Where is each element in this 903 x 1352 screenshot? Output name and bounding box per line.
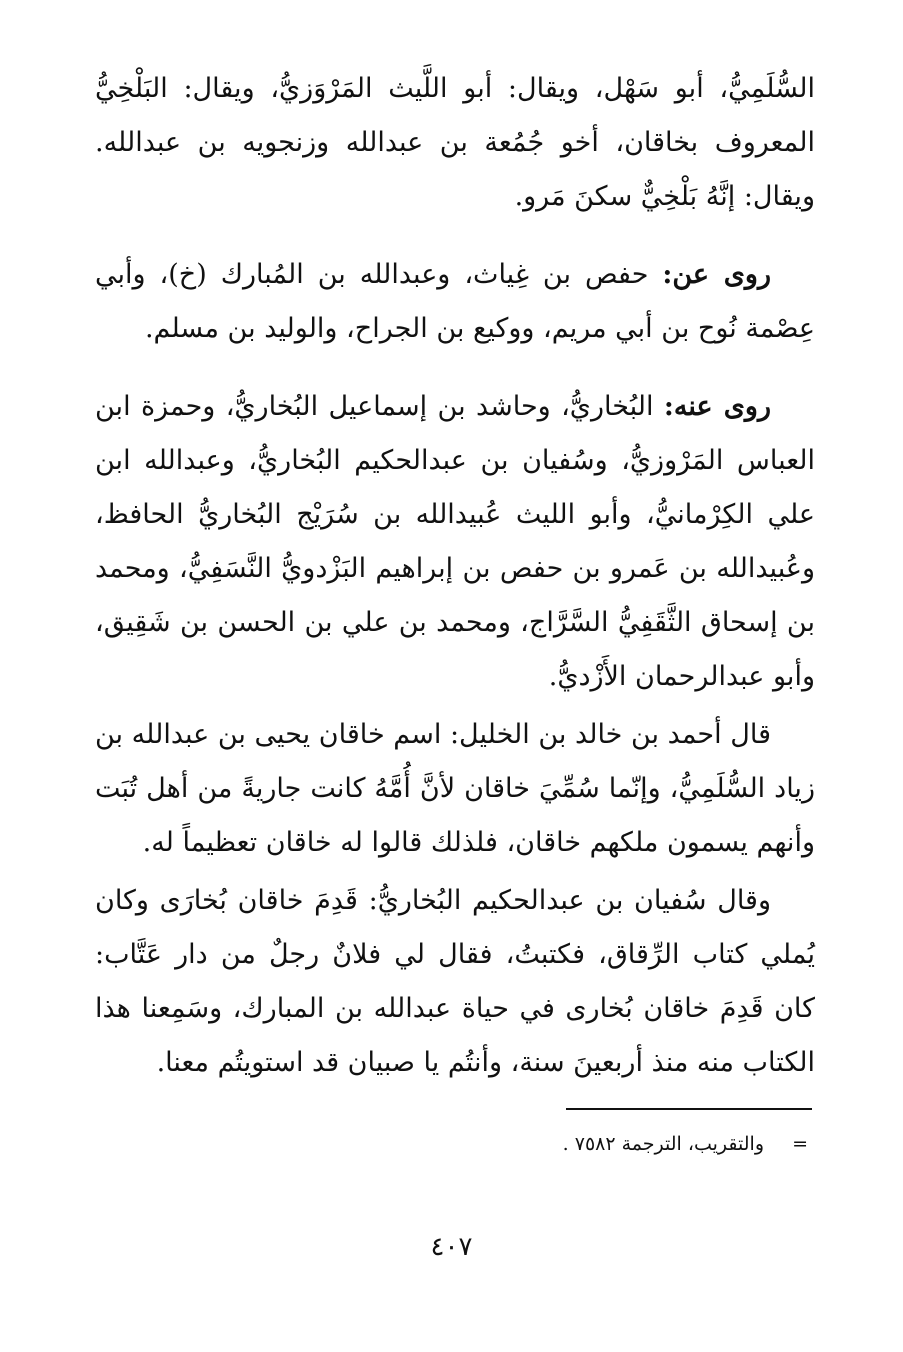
footnote-divider xyxy=(566,1108,812,1110)
footnote-continuation-marker: = xyxy=(792,1133,808,1155)
narrated-from-text: حفص بن غِياث، وعبدالله بن المُبارك (خ)، وأبي عِصْمة نُوح بن أبي مريم، ووكيع بن الجراح، والوليد بن مسلم. xyxy=(95,259,815,344)
paragraph-narrated-by xyxy=(95,380,815,704)
narrated-by-text: البُخاريُّ، وحاشد بن إسماعيل البُخاريُّ، وحمزة ابن العباس المَرْوزيُّ، وسُفيان بن عبدالحكيم البُخاريُّ، وعبدالله ابن علي الكِرْمانيُّ، وأبو الليث عُبيدالله بن سُرَيْج البُخاريُّ الحافظ، وعُبيدالله بن عَمرو بن حفص بن إبراهيم البَزْدويُّ النَّسَفِيُّ، ومحمد بن إسحاق الثَّقَفِيُّ السَّرَّاج، ومحمد بن علي بن الحسن بن شَقِيق، وأبو عبدالرحمان الأَزْديُّ. xyxy=(95,391,815,692)
paragraph-ahmad-quote: قال أحمد بن خالد بن الخليل: اسم خاقان يحيى بن عبدالله بن زياد السُّلَمِيُّ، وإنّما سُمِّيَ خاقان لأنَّ أُمَّهُ كانت جاريةً من أهل تُبَت وأنهم يسمون ملكهم خاقان، فلذلك قالوا له خاقان تعظيماً له. xyxy=(95,719,815,858)
paragraph-biography: السُّلَمِيُّ، أبو سَهْل، ويقال: أبو اللَّيث المَرْوَزيُّ، ويقال: البَلْخِيُّ المعروف بخاقان، أخو جُمُعة بن عبدالله وزنجويه بن عبدالله. ويقال: إنَّهُ بَلْخِيٌّ سكنَ مَرو. xyxy=(95,73,815,212)
footnote-text: والتقريب، الترجمة ٧٥٨٢ . xyxy=(562,1133,764,1155)
page-body xyxy=(95,62,815,1090)
footnote xyxy=(88,1128,808,1160)
page-number: ٤٠٧ xyxy=(430,1232,473,1262)
narrated-by-heading: روى عنه: xyxy=(663,391,771,422)
paragraph-sufyan-quote: وقال سُفيان بن عبدالحكيم البُخاريُّ: قَدِمَ خاقان بُخارَى وكان يُملي كتاب الرِّقاق، فكتبتُ، فقال لي فلانٌ رجلٌ من دار عَتَّاب: كان قَدِمَ خاقان بُخارى في حياة عبدالله بن المبارك، وسَمِعنا هذا الكتاب منه منذ أربعينَ سنة، وأنتُم يا صبيان قد استويتُم معنا. xyxy=(95,885,815,1078)
paragraph-narrated-from xyxy=(95,248,815,356)
narrated-from-heading: روى عن: xyxy=(662,259,771,290)
